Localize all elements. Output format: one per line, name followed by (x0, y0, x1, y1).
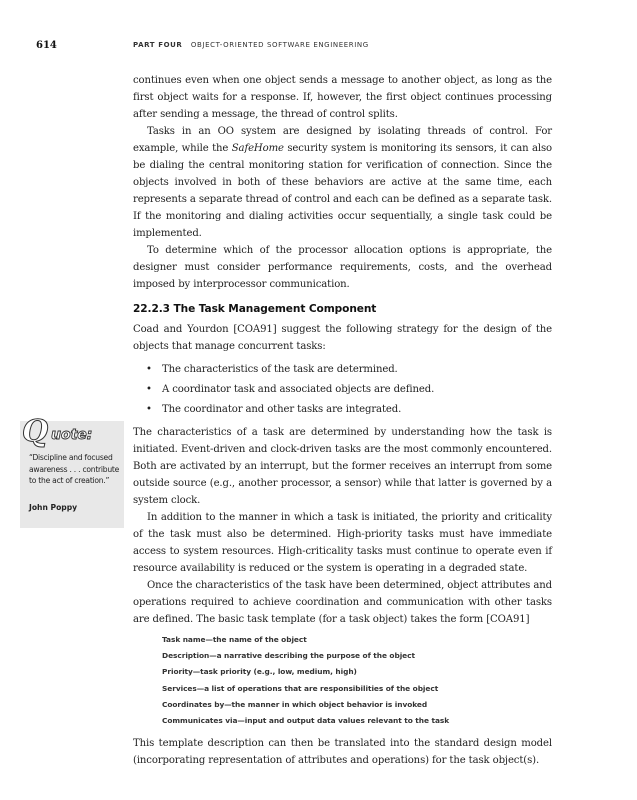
page-header (36, 40, 616, 54)
quote-q-glyph: Q (22, 414, 49, 449)
template-line: Description—a narrative describing the purpose of the object (162, 651, 415, 661)
main-text (133, 72, 552, 769)
page-number: 614 (36, 40, 57, 51)
list-item-text: The characteristics of the task are determined. (162, 364, 398, 375)
quote-text: “Discipline and focused awareness . . . contribute to the act of creation.” (29, 453, 120, 486)
paragraph-processor-allocation: To determine which of the processor allocation options is appropriate, the designer must consider performance requirements, costs, and the overhead imposed by interprocessor communication. (133, 245, 552, 290)
paragraph-strategy: Coad and Yourdon [COA91] suggest the following strategy for the design of the objects that manage concurrent tasks: (133, 324, 552, 352)
bullet-icon: • (146, 364, 152, 375)
paragraph-conclusion: This template description can then be translated into the standard design model (incorporating representation of attributes and operations) for the task object(s). (133, 738, 552, 767)
paragraph-priority: In addition to the manner in which a task is initiated, the priority and criticality of the task must also be determined. High-priority tasks must have immediate access to system resources. High-criticality tasks must continue to operate even if resource availability is reduced or the system is operating in a degraded state. (133, 512, 552, 574)
strategy-list (133, 360, 552, 420)
bullet-icon: • (146, 404, 152, 415)
task-template (162, 632, 552, 729)
paragraph-characteristics: The characteristics of a task are determined by understanding how the task is initiated. Event-driven and clock-driven tasks are the most commonly encountered. Both are activated by an interrupt, but the former receives an interrupt from some outside source (e.g., another processor, a sensor) while that latter is governed by a system clock. (133, 427, 552, 506)
quote-author: John Poppy (29, 503, 78, 512)
list-item (133, 400, 552, 420)
template-line: Communicates via—input and output data values relevant to the task (162, 716, 450, 726)
paragraph-tasks (133, 123, 552, 242)
section-heading: 22.2.3 The Task Management Component (133, 303, 377, 315)
list-item (133, 360, 552, 380)
paragraph-template-intro: Once the characteristics of the task have been determined, object attributes and operations required to achieve coordination and communication with other tasks are defined. The basic task template (for a task object) takes the form [COA91] (133, 580, 552, 625)
list-item-text: The coordinator and other tasks are integrated. (162, 404, 402, 415)
paragraph-tasks-start: Tasks in an OO system are designed by isolating threads of control. For example, while the (133, 126, 552, 154)
part-title: OBJECT-ORIENTED SOFTWARE ENGINEERING (190, 41, 369, 49)
list-item (133, 380, 552, 400)
margin-quote (20, 414, 124, 528)
template-line: Priority—task priority (e.g., low, medium, high) (162, 667, 357, 677)
template-line: Services—a list of operations that are responsibilities of the object (162, 683, 439, 693)
list-item-text: A coordinator task and associated objects are defined. (162, 384, 435, 395)
running-head (133, 41, 369, 49)
template-line: Task name—the name of the object (162, 635, 307, 644)
template-line: Coordinates by—the manner in which object behavior is invoked (162, 699, 428, 709)
part-label: PART FOUR (133, 41, 183, 49)
bullet-icon: • (146, 384, 152, 395)
paragraph-continuation: continues even when one object sends a message to another object, as long as the first object waits for a response. If, however, the first object continues processing after sending a message, the thread of control splits. (133, 75, 552, 120)
quote-label: uote: (51, 427, 93, 443)
safehome-term: SafeHome (231, 143, 284, 154)
paragraph-tasks-end: security system is monitoring its sensors, it can also be dialing the central monitoring station for verification of connection. Since the objects involved in both of these behaviors are active at the same time, each represents a separate thread of control and each can be defined as a separate task. If the monitoring and dialing activities occur sequentially, a single task could be implemented. (133, 143, 552, 239)
